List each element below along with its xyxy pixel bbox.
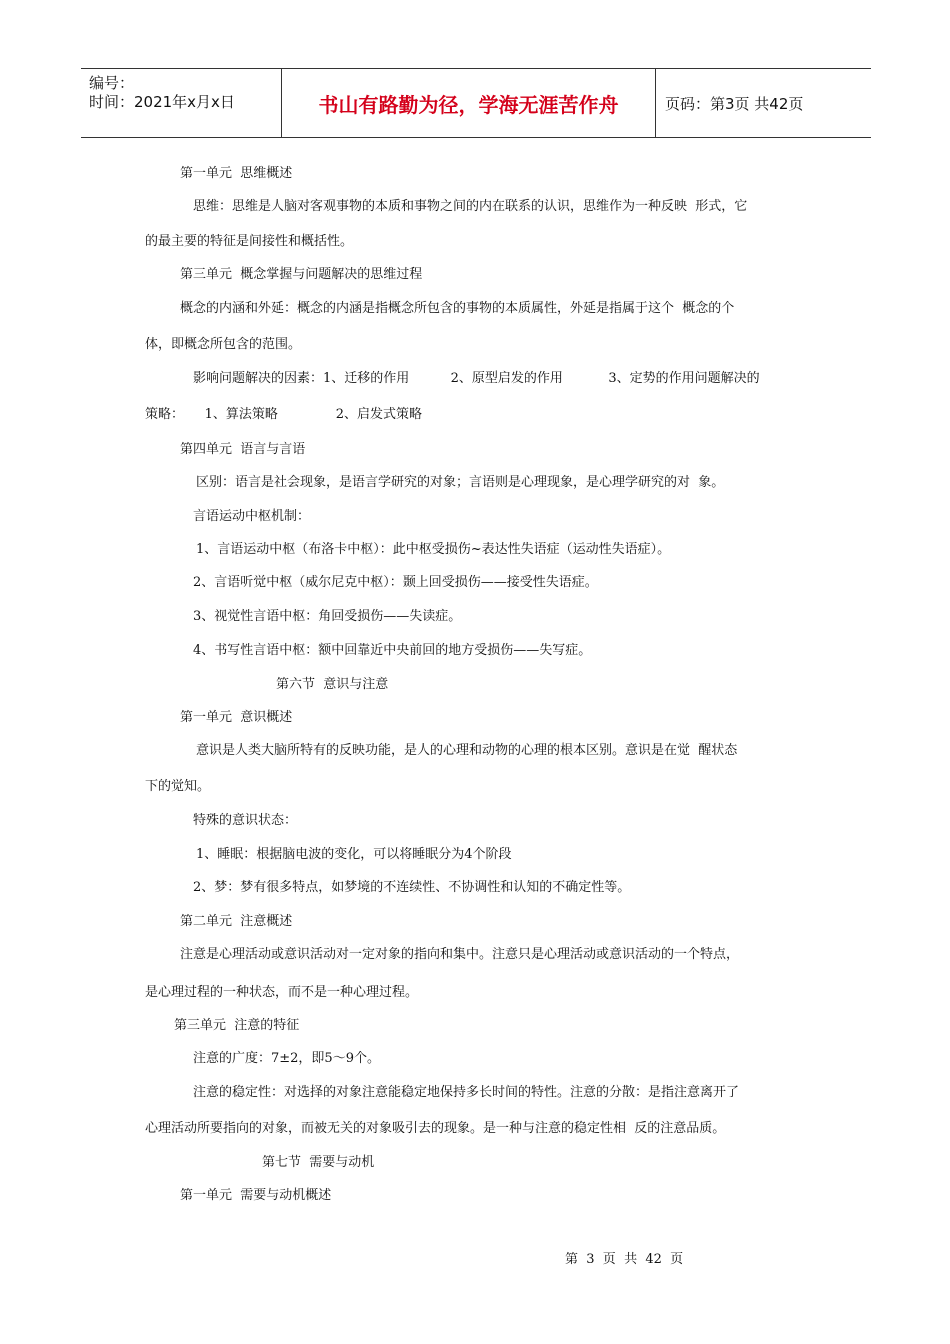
section-heading: 第二单元 注意概述 bbox=[180, 914, 293, 929]
section-heading: 第三单元 概念掌握与问题解决的思维过程 bbox=[180, 267, 423, 282]
list-item: 1、睡眠：根据脑电波的变化，可以将睡眠分为4个阶段 bbox=[196, 847, 512, 862]
paragraph-line: 区别：语言是社会现象，是语言学研究的对象；言语则是心理现象，是心理学研究的对 象。 bbox=[196, 475, 725, 490]
paragraph-line: 策略： 1、算法策略 2、启发式策略 bbox=[145, 407, 423, 422]
chapter-heading: 第七节 需要与动机 bbox=[262, 1155, 375, 1170]
section-heading: 第一单元 意识概述 bbox=[180, 710, 293, 725]
paragraph-line: 特殊的意识状态： bbox=[193, 813, 298, 828]
paragraph-line: 心理活动所要指向的对象，而被无关的对象吸引去的现象。是一种与注意的稳定性相 反的注意品质。 bbox=[145, 1121, 726, 1136]
page-footer: 第 3 页 共 42 页 bbox=[565, 1252, 684, 1267]
paragraph-line: 是心理过程的一种状态，而不是一种心理过程。 bbox=[145, 985, 419, 1000]
paragraph-line: 概念的内涵和外延：概念的内涵是指概念所包含的事物的本质属性，外延是指属于这个 概念的个 bbox=[180, 301, 735, 316]
paragraph-line: 下的觉知。 bbox=[145, 779, 211, 794]
paragraph-line: 思维：思维是人脑对客观事物的本质和事物之间的内在联系的认识，思维作为一种反映 形式，它 bbox=[193, 199, 748, 214]
header-page-label: 页码：第3页 共42页 bbox=[665, 95, 804, 113]
document-time-label: 时间：2021年x月x日 bbox=[89, 93, 235, 111]
list-item: 4、书写性言语中枢：额中回靠近中央前回的地方受损伤——失写症。 bbox=[193, 643, 592, 658]
paragraph-line: 注意的广度：7±2，即5～9个。 bbox=[193, 1051, 380, 1066]
header-motto: 书山有路勤为径，学海无涯苦作舟 bbox=[318, 92, 619, 117]
section-heading: 第三单元 注意的特征 bbox=[174, 1018, 300, 1033]
paragraph-line: 体，即概念所包含的范围。 bbox=[145, 337, 302, 352]
chapter-heading: 第六节 意识与注意 bbox=[276, 677, 389, 692]
list-item: 1、言语运动中枢（布洛卡中枢）：此中枢受损伤~表达性失语症（运动性失语症）。 bbox=[196, 542, 671, 557]
page-header bbox=[81, 68, 871, 138]
paragraph-line: 影响问题解决的因素：1、迁移的作用 2、原型启发的作用 3、定势的作用问题解决的 bbox=[193, 371, 760, 386]
section-heading: 第一单元 思维概述 bbox=[180, 166, 293, 181]
header-meta-cell bbox=[81, 69, 281, 137]
paragraph-line: 意识是人类大脑所特有的反映功能，是人的心理和动物的心理的根本区别。意识是在觉 醒状态 bbox=[196, 743, 738, 758]
section-heading: 第一单元 需要与动机概述 bbox=[180, 1188, 332, 1203]
section-heading: 第四单元 语言与言语 bbox=[180, 442, 306, 457]
list-item: 3、视觉性言语中枢：角回受损伤——失读症。 bbox=[193, 609, 462, 624]
paragraph-line: 注意是心理活动或意识活动对一定对象的指向和集中。注意只是心理活动或意识活动的一个特点， bbox=[180, 947, 740, 962]
list-item: 2、梦：梦有很多特点，如梦境的不连续性、不协调性和认知的不确定性等。 bbox=[193, 880, 631, 895]
document-number-label: 编号： bbox=[89, 74, 135, 92]
list-item: 2、言语听觉中枢（威尔尼克中枢）：颞上回受损伤——接受性失语症。 bbox=[193, 575, 598, 590]
paragraph-line: 言语运动中枢机制： bbox=[193, 509, 311, 524]
paragraph-line: 的最主要的特征是间接性和概括性。 bbox=[145, 234, 354, 249]
header-motto-cell bbox=[282, 69, 655, 137]
paragraph-line: 注意的稳定性：对选择的对象注意能稳定地保持多长时间的特性。注意的分散：是指注意离开了 bbox=[193, 1085, 740, 1100]
header-divider bbox=[655, 69, 656, 137]
